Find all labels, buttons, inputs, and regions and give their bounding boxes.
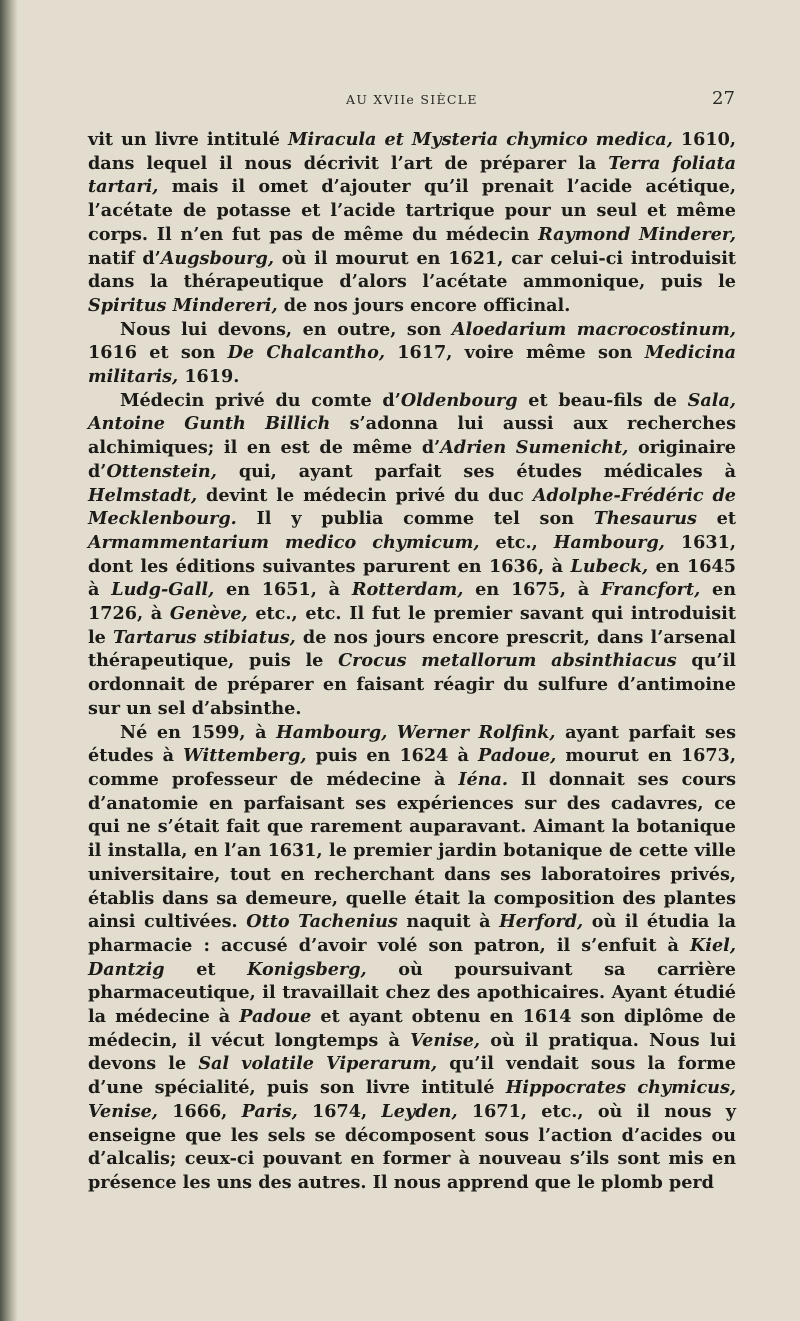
running-title: AU XVIIe SIÈCLE [346, 92, 478, 107]
italic-run: Augsbourg, [160, 247, 274, 269]
text-run: en 1651, à [214, 579, 352, 601]
book-spine-shadow [0, 0, 18, 1321]
text-run: natif d’ [88, 247, 161, 269]
text-run: où il mourut en 1621, car celui-ci introduisit dans la thérapeutique d’alors l’acétate ammonique, puis le [88, 247, 737, 293]
italic-run: Wittemberg, [183, 745, 307, 767]
text-run: en 1645 à [88, 555, 737, 601]
italic-run: Miracula et Mysteria chymico medica, [288, 129, 673, 150]
text-run: où il étudia la pharmacie : accusé d’avoir volé son patron, il s’enfuit à [88, 911, 736, 956]
page-header [0, 88, 800, 116]
italic-run: Sal volatile Viperarum, [198, 1053, 438, 1075]
italic-run: Padoue [239, 1006, 312, 1028]
italic-run: Ludg-Gall, [111, 579, 215, 601]
italic-run: Venise, [410, 1029, 481, 1051]
italic-run: Oldenbourg [400, 389, 518, 411]
text-run: naquit à [397, 911, 500, 933]
italic-run: Ottenstein, [106, 460, 217, 482]
text-run: qu’il vendait sous la forme d’une spécialité, puis son livre intitulé [88, 1053, 736, 1099]
text-run: 1616 et son [88, 342, 228, 364]
text-run: Médecin privé du comte d’ [120, 389, 401, 411]
italic-run: Helmstadt, [88, 484, 198, 506]
italic-run: Armammentarium medico chymicum, [88, 531, 480, 553]
text-run: ayant parfait ses études à [88, 721, 736, 767]
italic-run: Kiel, Dantzig [88, 934, 736, 980]
italic-run: Adrien Sumenicht, [440, 437, 629, 459]
italic-run: Sala, Antoine Gunth Billich [88, 389, 736, 435]
italic-run: Iéna. [458, 768, 509, 790]
text-run: Il donnait ses cours d’anatomie en parfaisant ses expériences sur des cadavres, ce qui ne s’était fait que rarement auparavant. Aimant la botanique il installa, en l’an 1631, le premier jardin botanique de cette ville universitaire, tout en recherchant dans ses laboratoires privés, établis dans sa demeure, quelle était la composition des plantes ainsi cultivées. [88, 768, 736, 933]
italic-run: Hippocrates chymicus, Venise, [88, 1077, 736, 1122]
text-run: devint le médecin privé du duc [197, 484, 533, 506]
italic-run: Padoue, [478, 745, 557, 767]
text-run: où poursuivant sa carrière pharmaceutique, il travaillait chez des apothicaires. Ayant étudié la médecine à [88, 958, 736, 1028]
italic-run: Hambourg, Werner Rolfink, [276, 721, 556, 743]
italic-run: Aloedarium macrocostinum, [451, 318, 737, 340]
paragraph [88, 721, 736, 1195]
italic-run: Francfort, [601, 579, 701, 601]
text-run: 1666, [157, 1100, 242, 1122]
paragraph [88, 389, 736, 721]
text-run: etc., [479, 531, 554, 553]
italic-run: Herford, [499, 911, 584, 933]
text-run: 1631, dont les éditions suivantes parurent en 1636, à [88, 531, 736, 577]
text-run: originaire d’ [88, 437, 736, 482]
text-run: Nous lui devons, en outre, son [120, 318, 452, 340]
italic-run: Genève, [169, 603, 248, 625]
text-run: puis en 1624 à [306, 745, 478, 767]
text-run: où il pratiqua. Nous lui devons le [88, 1029, 736, 1075]
text-run: etc., etc. Il fut le premier savant qui introduisit le [88, 603, 736, 648]
text-run: qui, ayant parfait ses études médicales à [216, 460, 736, 482]
text-run: 1617, voire même son [384, 342, 645, 364]
italic-run: Paris, [241, 1100, 298, 1122]
text-run: en 1675, à [463, 579, 602, 601]
body-text [88, 128, 736, 1195]
italic-run: Spiritus Mindereri, [88, 294, 278, 316]
italic-run: Tartarus stibiatus, [113, 626, 296, 648]
italic-run: Hambourg, [553, 531, 665, 553]
italic-run: Medicina militaris, [88, 342, 736, 388]
page-number: 27 [712, 88, 735, 109]
text-run: Il y publia comme tel son [236, 508, 594, 530]
text-run: 1619. [178, 366, 240, 388]
paragraph [88, 128, 736, 318]
text-run: mourut en 1673, comme professeur de médecine à [88, 745, 736, 790]
text-run: de nos jours encore officinal. [277, 294, 571, 316]
paragraph [88, 318, 736, 389]
italic-run: Konigsberg, [247, 958, 367, 980]
text-run: et [164, 958, 248, 980]
italic-run: Terra foliata tartari, [88, 152, 736, 198]
italic-run: Raymond Minderer, [538, 223, 736, 245]
italic-run: Adolphe-Frédéric de Mecklenbourg. [88, 484, 736, 530]
text-run: en 1726, à [88, 579, 736, 625]
italic-run: Otto Tachenius [246, 911, 398, 933]
text-run: Né en 1599, à [120, 721, 277, 743]
text-run: mais il omet d’ajouter qu’il prenait l’acide acétique, l’acétate de potasse et l’acide tartrique pour un seul et même corps. Il n’en fut pas de même du médecin [88, 176, 736, 245]
text-run: 1610, dans lequel il nous décrivit l’art de préparer la [88, 129, 736, 174]
italic-run: Leyden, [381, 1100, 458, 1122]
text-run: et [696, 508, 736, 530]
text-run: qu’il ordonnait de préparer en faisant réagir du sulfure d’antimoine sur un sel d’absinthe. [88, 650, 736, 719]
italic-run: Lubeck, [570, 555, 649, 577]
italic-run: De Chalcantho, [227, 342, 385, 364]
text-run: et beau-fils de [517, 389, 688, 411]
italic-run: Rotterdam, [351, 579, 464, 601]
italic-run: Thesaurus [593, 508, 697, 530]
text-run: vit un livre intitulé [88, 129, 289, 150]
text-run: 1674, [297, 1100, 382, 1122]
text-run: de nos jours encore prescrit, dans l’arsenal thérapeutique, puis le [88, 626, 736, 672]
text-run: 1671, etc., où il nous y enseigne que les sels se décomposent sous l’action d’acides ou d’alcalis; ceux-ci pouvant en former à nouveau s’ils sont mis en présence les uns des autres. Il nous apprend que le plomb perd [88, 1100, 736, 1193]
text-run: s’adonna lui aussi aux recherches alchimiques; il en est de même d’ [88, 413, 737, 459]
italic-run: Crocus metallorum absinthiacus [338, 650, 677, 672]
text-run: et ayant obtenu en 1614 son diplôme de médecin, il vécut longtemps à [88, 1006, 736, 1051]
